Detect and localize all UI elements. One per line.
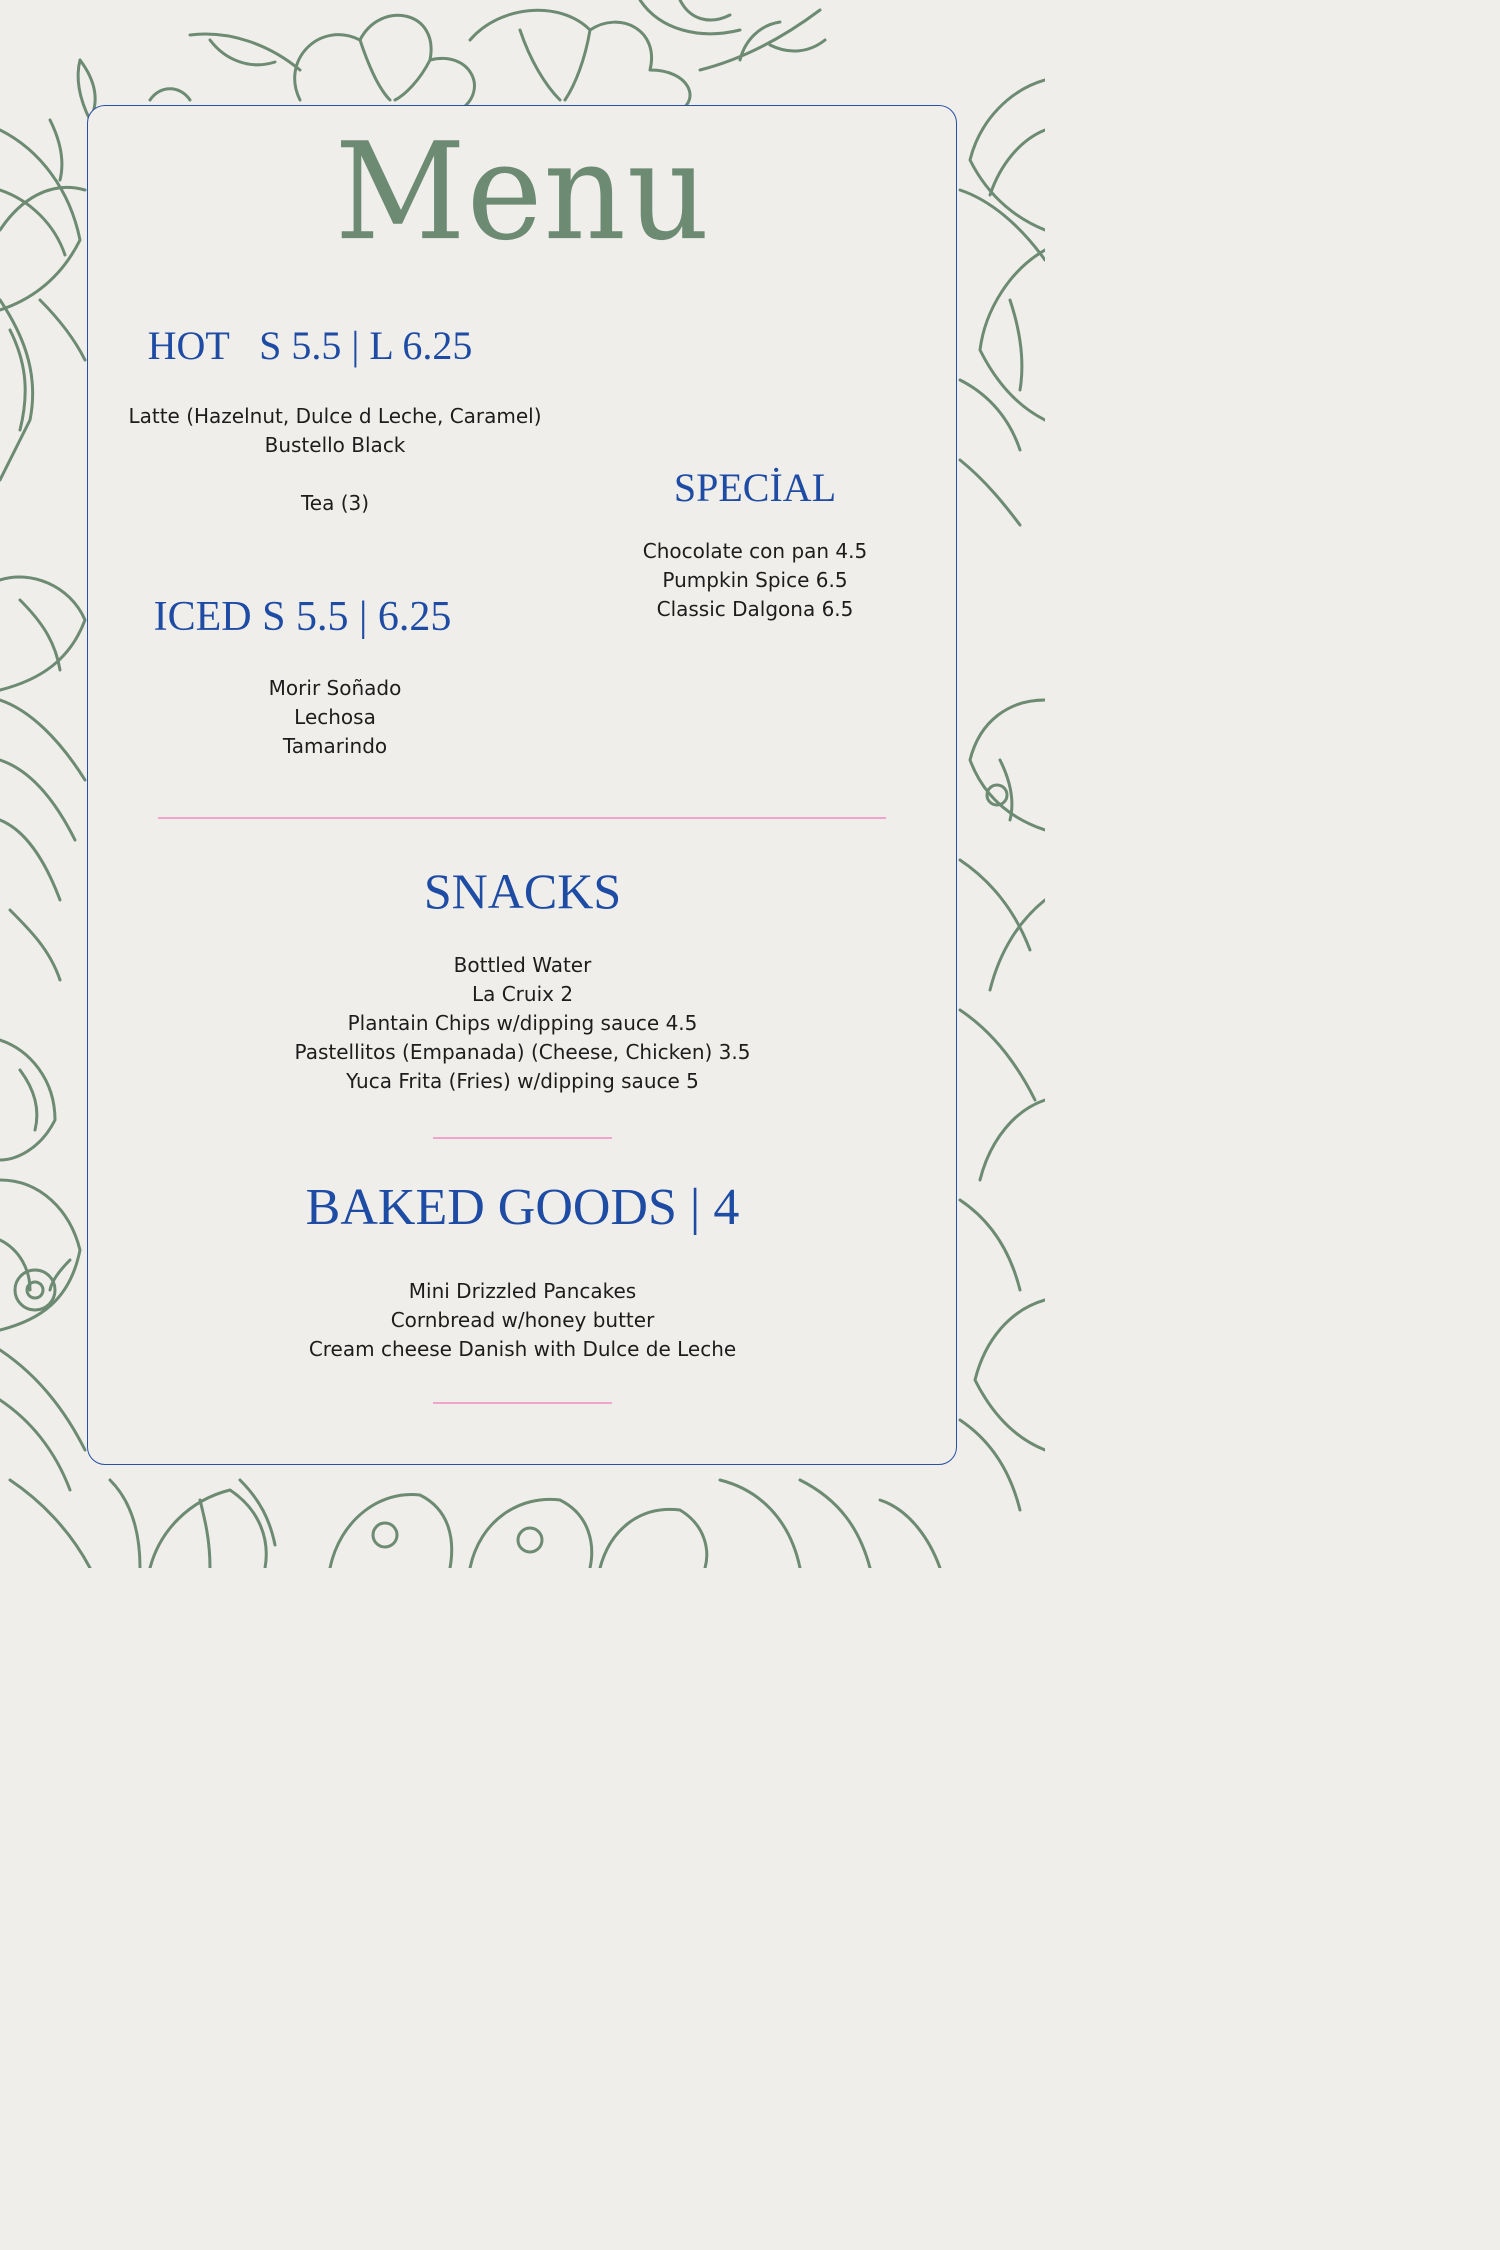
list-item: Bustello Black	[264, 433, 406, 457]
divider-rule	[158, 817, 886, 819]
list-item: Classic Dalgona 6.5	[656, 597, 854, 621]
list-item: Latte (Hazelnut, Dulce d Leche, Caramel)	[128, 404, 542, 428]
divider-rule	[433, 1402, 612, 1404]
list-item: La Cruix 2	[471, 982, 574, 1006]
snacks-items	[0, 951, 1045, 1096]
baked-items	[0, 1277, 1045, 1364]
baked-heading: BAKED GOODS | 4	[305, 1179, 740, 1236]
snacks-heading: SNACKS	[423, 863, 622, 919]
menu-card	[87, 105, 957, 1465]
list-item: Yuca Frita (Fries) w/dipping sauce 5	[346, 1069, 699, 1093]
hot-items	[85, 402, 585, 518]
divider-rule	[433, 1137, 612, 1139]
special-items	[605, 537, 905, 624]
list-item: Bottled Water	[453, 953, 592, 977]
list-item: Pumpkin Spice 6.5	[662, 568, 848, 592]
hot-heading: HOT S 5.5 | L 6.25	[147, 323, 473, 368]
iced-heading: ICED S 5.5 | 6.25	[153, 594, 452, 640]
list-item: Chocolate con pan 4.5	[642, 539, 868, 563]
special-heading: SPECİAL	[673, 465, 837, 510]
list-item: Plantain Chips w/dipping sauce 4.5	[347, 1011, 698, 1035]
list-item: Morir Soñado	[268, 676, 402, 700]
list-item: Mini Drizzled Pancakes	[408, 1279, 637, 1303]
menu-title: Menu	[334, 114, 711, 271]
list-item: Tamarindo	[282, 734, 388, 758]
list-item: Tea (3)	[300, 491, 370, 515]
list-item: Cream cheese Danish with Dulce de Leche	[308, 1337, 737, 1361]
list-item: Pastellitos (Empanada) (Cheese, Chicken) 3.5	[294, 1040, 751, 1064]
iced-items	[85, 674, 585, 761]
list-item: Lechosa	[294, 705, 376, 729]
list-item: Cornbread w/honey butter	[390, 1308, 655, 1332]
